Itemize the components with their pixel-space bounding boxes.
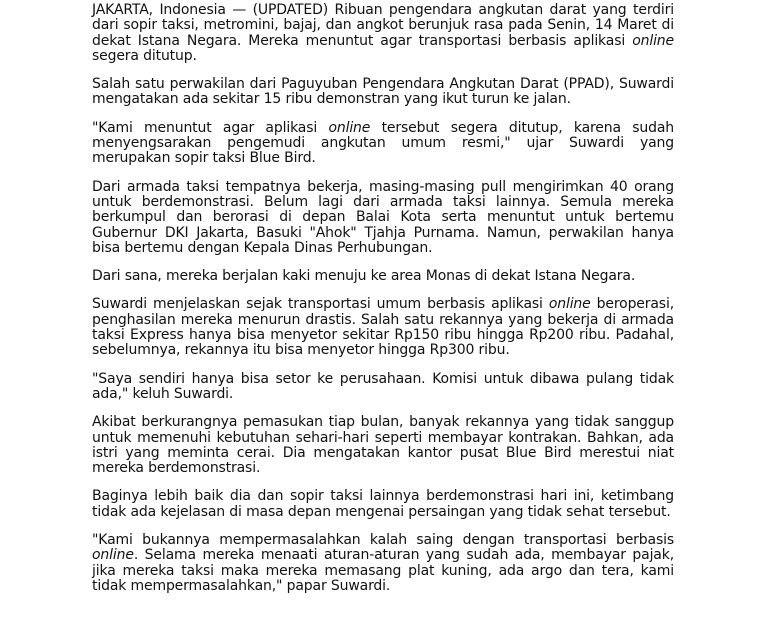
italic-term: online — [632, 32, 674, 49]
paragraph-8: Akibat berkurangnya pemasukan tiap bulan, banyak rekannya yang tidak sanggup untuk memenuhi kebutuhan sehari-hari seperti membayar kontrakan. Bahkan, ada istri yang meminta cerai. Dia mengatakan kantor pusat Blue Bird merestui niat mereka berdemonstrasi. — [92, 414, 674, 477]
article-body — [92, 3, 674, 607]
paragraph-10: "Kami bukannya mempermasalahkan kalah saing dengan transportasi berbasis online. Selama mereka menaati aturan-aturan yang sudah ada, membayar pajak, jika mereka taksi maka mereka memasang plat kuning, ada argo dan tera, kami tidak mempermasalahkan," papar Suwardi. — [92, 532, 674, 594]
italic-term: online — [328, 119, 371, 136]
paragraph-6: Suwardi menjelaskan sejak transportasi umum berbasis aplikasi online beroperasi, penghasilan mereka menurun drastis. Salah satu rekannya yang bekerja di armada taksi Express hanya bisa menyetor sekitar Rp150 ribu hingga Rp200 ribu. Padahal, sebelumnya, rekannya itu bisa menyetor hingga Rp300 ribu. — [92, 296, 674, 359]
paragraph-1: JAKARTA, Indonesia — (UPDATED) Ribuan pengendara angkutan darat yang terdiri dari sopir taksi, metromini, bajaj, dan angkot berunjuk rasa pada Senin, 14 Maret di dekat Istana Negara. Mereka menuntut agar transportasi berbasis aplikasi online segera ditutup. — [92, 2, 674, 64]
italic-term: online — [92, 547, 134, 564]
paragraph-9: Baginya lebih baik dia dan sopir taksi lainnya berdemonstrasi hari ini, ketimbang tidak ada kejelasan di masa depan mengenai persaingan yang tidak sehat tersebut. — [92, 488, 674, 520]
italic-term: online — [548, 296, 591, 313]
paragraph-3: "Kami menuntut agar aplikasi online tersebut segera ditutup, karena sudah menyengsarakan pengemudi angkutan umum resmi," ujar Suwardi yang merupakan sopir taksi Blue Bird. — [92, 119, 674, 167]
paragraph-2: Salah satu perwakilan dari Paguyuban Pengendara Angkutan Darat (PPAD), Suwardi mengatakan ada sekitar 15 ribu demonstran yang ikut turun ke jalan. — [92, 76, 674, 108]
paragraph-4: Dari armada taksi tempatnya bekerja, masing-masing pull mengirimkan 40 orang untuk berdemonstrasi. Belum lagi dari armada taksi lainnya. Semula mereka berkumpul dan berorasi di depan Balai Kota serta menuntut untuk bertemu Gubernur DKI Jakarta, Basuki "Ahok" Tjahja Purnama. Namun, perwakilan hanya bisa bertemu dengan Kepala Dinas Perhubungan. — [92, 178, 674, 256]
paragraph-7: "Saya sendiri hanya bisa setor ke perusahaan. Komisi untuk dibawa pulang tidak ada," keluh Suwardi. — [92, 370, 674, 402]
paragraph-5: Dari sana, mereka berjalan kaki menuju ke area Monas di dekat Istana Negara. — [92, 268, 636, 285]
